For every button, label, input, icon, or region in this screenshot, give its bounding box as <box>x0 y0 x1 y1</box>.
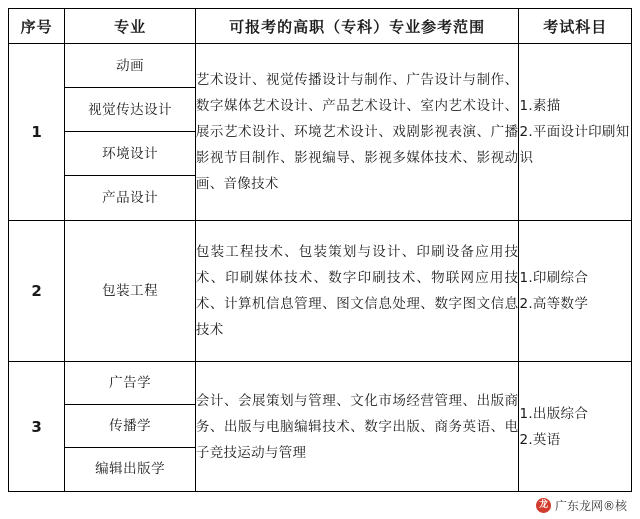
exam-subject-item: 2.英语 <box>519 431 561 448</box>
table-row <box>9 221 632 362</box>
row-number: 1 <box>9 44 65 221</box>
table-row <box>9 362 632 492</box>
major-items <box>65 44 195 220</box>
row-number: 3 <box>9 362 65 492</box>
exam-subject-item: 1.素描 <box>519 98 561 114</box>
major-items <box>65 221 195 361</box>
major-items <box>65 362 195 491</box>
exam-subject-item: 2.平面设计印刷知识 <box>519 124 630 166</box>
major-item: 视觉传达设计 <box>65 88 195 132</box>
column-header-no: 序号 <box>9 9 65 44</box>
column-header-major: 专业 <box>65 9 196 44</box>
major-item: 包装工程 <box>102 283 159 299</box>
table-header <box>9 9 632 44</box>
major-list <box>65 362 196 492</box>
scope-text: 会计、会展策划与管理、文化市场经营管理、出版商务、出版与电脑编辑技术、数字出版、商务英语、电子竞技运动与管理 <box>195 362 519 492</box>
exam-subject-item: 2.高等数学 <box>519 296 589 312</box>
major-item: 动画 <box>65 44 195 88</box>
exam-subjects <box>519 221 632 362</box>
row-number: 2 <box>9 221 65 362</box>
major-item: 广告学 <box>65 362 195 405</box>
major-item: 产品设计 <box>102 190 159 206</box>
major-list <box>65 221 196 362</box>
column-header-scope: 可报考的高职（专科）专业参考范围 <box>195 9 519 44</box>
exam-subjects <box>519 44 632 221</box>
table-header-row <box>9 9 632 44</box>
exam-subject-item: 1.出版综合 <box>519 405 589 422</box>
table-body <box>9 44 632 492</box>
scope-text: 艺术设计、视觉传播设计与制作、广告设计与制作、数字媒体艺术设计、产品艺术设计、室内艺术设计、展示艺术设计、环境艺术设计、戏剧影视表演、广播影视节目制作、影视编导、影视多媒体技术、影视动画、音像技术 <box>195 44 519 221</box>
watermark-label: 广东龙网®核 <box>554 499 627 513</box>
scope-text: 包装工程技术、包装策划与设计、印刷设备应用技术、印刷媒体技术、数字印刷技术、物联网应用技术、计算机信息管理、图文信息处理、数字图文信息技术 <box>195 221 519 362</box>
major-item: 环境设计 <box>65 132 195 176</box>
exam-subjects <box>519 362 632 492</box>
watermark <box>533 496 630 515</box>
major-list <box>65 44 196 221</box>
watermark-logo-icon: 龙 <box>536 498 551 513</box>
major-item: 编辑出版学 <box>95 461 166 477</box>
exam-subject-item: 1.印刷综合 <box>519 270 589 286</box>
majors-reference-table <box>8 8 632 492</box>
column-header-exam: 考试科目 <box>519 9 632 44</box>
table-row <box>9 44 632 221</box>
major-item: 传播学 <box>65 405 195 448</box>
